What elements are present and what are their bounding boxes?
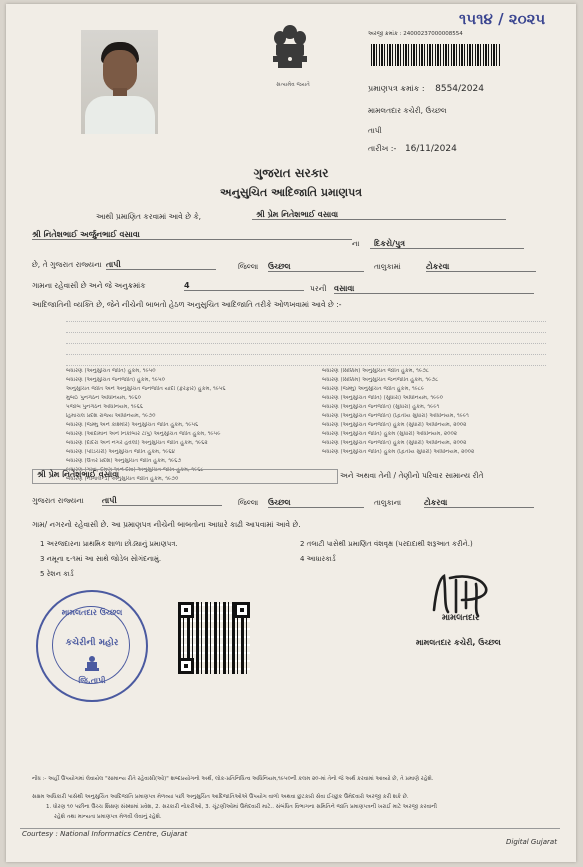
national-emblem-icon bbox=[268, 22, 312, 84]
seal-top-text: મામલતદાર ઉચ્છલ bbox=[61, 608, 123, 617]
order-left-item: બંધારણ (ગોવા, દમણ અને દીવ) અનુસુચિત જાતિ હુકમ, ૧૯૬૮ bbox=[66, 467, 204, 473]
certificate-number: 8554/2024 bbox=[435, 84, 484, 94]
office-seal bbox=[36, 590, 148, 702]
government-title: ગુજરાત સરકાર bbox=[253, 166, 329, 180]
signatory-designation: મામલતદાર bbox=[442, 613, 480, 623]
certificate-number-row bbox=[368, 84, 484, 94]
district-label: જિલ્લા bbox=[238, 262, 259, 271]
order-right-item: બંધારણ (અનુસુચિત જનજાતિ) હુકમ (સુધારો) અધિનિયમ, ૨૦૦૨ bbox=[322, 422, 467, 428]
signatory-office: મામલતદાર કચેરી, ઉચ્છલ bbox=[416, 638, 501, 647]
footer-divider bbox=[20, 828, 560, 829]
order-left-item: બંધારણ (અનુસુચિત જનજાતિ) હુકમ, ૧૯૫૦ bbox=[66, 377, 165, 383]
order-left-item: બંધારણ (ઉત્તર પ્રદેશ) અનુસુચિત જાતિ હુકમ, ૧૯૬૭ bbox=[66, 458, 182, 464]
state2-text: ગુજરાત રાજ્યના bbox=[32, 496, 84, 505]
basis-text: ગામ/ નગરનો રહેવાસી છે. આ પ્રમાણપત્ર નીચેની બાબતોના આધારે કાઢી આપવામાં આવે છે. bbox=[32, 520, 301, 529]
certificate-number-label: પ્રમાણપત્ર ક્રમાંક : bbox=[368, 84, 425, 93]
taluka-value: ટોકરવા bbox=[426, 262, 536, 272]
order-left-item: હિમાચલ પ્રદેશ રાજ્ય અધિનિયમ, ૧૯૭૦ bbox=[66, 413, 156, 419]
handwritten-reference: ૧૫૧૪ / ૨૦૨૫ bbox=[459, 10, 546, 28]
qr-code bbox=[178, 602, 250, 674]
document-item-1: 1 અરજદારના પ્રાથમિક શાળા છોડ્યાનું પ્રમાણપત્ર. bbox=[40, 540, 178, 548]
tribe-value: વસાવા bbox=[334, 284, 534, 294]
issue-date: 16/11/2024 bbox=[404, 144, 457, 154]
district-name-field: ઉચ્છલ bbox=[268, 262, 364, 272]
document-item-4: 4 આધારકાર્ડ bbox=[300, 555, 336, 563]
order-right-item: બંધારણ (અનુસુચિત જનજાતિ) હુકમ (સુધારો) અધિનિયમ, ૨૦૦૨ bbox=[322, 440, 467, 446]
document-item-5: 5 રેશન કાર્ડ bbox=[40, 570, 74, 578]
certificate-title: અનુસુચિત આદિજાતિ પ્રમાણપત્ર bbox=[219, 186, 363, 199]
note-1: નોંધ :- અહીં ઉપયોગમાં લેવાયેલ "સામાન્ય રીતે રહેવાસી(ઓ)" શબ્દપ્રયોગનો અર્થ, લોક-પ્રતિનિધિત્વ અધિનિયમ,૧૯૫૦ની કલમ ૨૦-માં તેનો જે અર્થ કરવામાં આવ્યો છે, તે પ્રમાણે રહેશે. bbox=[32, 776, 434, 782]
taluka2-label: તાલુકાના bbox=[374, 498, 402, 507]
village-text: ગામના રહેવાસી છે અને જે અનુક્રમાંક bbox=[32, 281, 146, 290]
order-left-item: બંધારણ (દાદરા અને નગર હવેલી) અનુસુચિત જાતિ હુકમ, ૧૯૬૨ bbox=[66, 440, 208, 446]
courtesy-text: Courtesy : National Informatics Centre, Gujarat bbox=[22, 830, 188, 838]
certify-text: આથી પ્રમાણિત કરવામાં આવે છે કે, bbox=[96, 212, 202, 221]
taluka-label: તાલુકામાં bbox=[374, 262, 401, 271]
order-right-item: બંધારણ (અનુસુચિત જાતિ) (સુધારા) અધિનિયમ, ૧૯૯૦ bbox=[322, 395, 443, 401]
tribe-label: પરની bbox=[310, 284, 327, 293]
order-left-item: બંધારણ (આંદામાન અને નિકોબાર ટાપુ) અનુસુચિત જાતિ હુકમ, ૧૯૫૯ bbox=[66, 431, 221, 437]
district-value: તાપી bbox=[106, 260, 216, 270]
applicant-photo bbox=[81, 30, 158, 134]
document-item-3: 3 નમૂના ૬-૧માં આ સાથે જોડેલ સોગંદનામું. bbox=[40, 555, 162, 563]
document-item-2: 2 તલાટી પાસેથી પ્રમાણિત વંશવૃક્ષ (પરદાદાથી શરૂઆત કરીને.) bbox=[300, 540, 473, 548]
order-left-item: બંધારણ (અનુસુચિત જાતિ) હુકમ, ૧૯૫૦ bbox=[66, 368, 156, 374]
tribe-statement: આદિજાતિની વ્યક્તિ છે, જેને નીચેની બાબતો હેઠળ અનુસુચિત આદિજાતિ તરીકે ઓળખવામાં આવે છે :- bbox=[32, 300, 342, 309]
certificate-page bbox=[6, 4, 576, 862]
order-right-item: બંધારણ (અનુસુચિત જનજાતિ) (દ્વિતીય સુધારા) અધિનિયમ, ૧૯૯૧ bbox=[322, 413, 469, 419]
order-right-item: બંધારણ (અનુસુચિત જનજાતિ) (સુધારા) હુકમ, ૧૯૯૧ bbox=[322, 404, 440, 410]
district2-name: ઉચ્છલ bbox=[268, 498, 364, 508]
order-right-item: બંધારણ (અનુસુચિત જાતિ) હુકમ (સુધારો) અધિનિયમ, ૨૦૦૨ bbox=[322, 431, 458, 437]
issue-date-label: તારીખ :- bbox=[368, 144, 397, 153]
note-3: 1. ધોરણ ૧૦ પછીના ઉચ્ચ શિક્ષણ સંસ્થામાં પ્રવેશ, 2. સરકારી નોકરીઓ, 3. ચૂંટણીઓમાં ઉમેદવારી માટે.. સંબંધિત વિભાગના સમિતિને જાતિ પ્રમાણપત્રની ખરાઈ માટે અરજી કરવાની bbox=[46, 804, 437, 810]
order-left-item: મુંબઈ પુનર્ગઠન અધિનિયમ, ૧૯૬૦ bbox=[66, 395, 141, 401]
order-right-item: બંધારણ (સિક્કિમ) અનુસુચિત જાતિ હુકમ, ૧૯૭૮ bbox=[322, 368, 429, 374]
family-name: શ્રી પ્રેમ નિતેશભાઈ વસાવા bbox=[32, 469, 338, 484]
seal-bottom-text: જિ.તાપી bbox=[78, 676, 106, 685]
order-left-item: પંજાબ પુનર્ગઠન અધિનિયમ, ૧૯૬૬ bbox=[66, 404, 143, 410]
relation: દિકરો/પુત્ર bbox=[370, 239, 524, 249]
issue-date-row bbox=[368, 144, 457, 154]
relation-prefix: ના bbox=[352, 239, 360, 248]
application-number: અરજી ક્રમાંક : 24000237000008554 bbox=[368, 31, 463, 37]
state-text: છે, તે ગુજરાત રાજ્યના bbox=[32, 260, 102, 269]
order-left-item: અનુસુચિત જાતિ અને અનુસુચિત જનજાતિ યાદી (ફેરફાર) હુકમ, ૧૯૫૬ bbox=[66, 386, 226, 392]
seal-emblem-icon bbox=[82, 654, 102, 674]
order-right-item: બંધારણ (સિક્કિમ) અનુસુચિત જનજાતિ હુકમ, ૧૯૭૮ bbox=[322, 377, 439, 383]
barcode bbox=[371, 44, 501, 66]
order-left-item: બંધારણ (જમ્મુ અને કાશ્મીર) અનુસુચિત જાતિ હુકમ, ૧૯૫૬ bbox=[66, 422, 199, 428]
order-left-item: બંધારણ (નાગાલેન્ડ) અનુસુચિત જાતિ હુકમ, ૧૯૭૦ bbox=[66, 476, 179, 482]
district2-value: તાપી bbox=[102, 496, 222, 506]
district-name: તાપી bbox=[368, 126, 382, 135]
family-text: અને અથવા તેની / તેણીનો પરિવાર સામાન્ય રીતે bbox=[340, 471, 484, 480]
digital-gujarat-brand: Digital Gujarat bbox=[506, 838, 557, 846]
order-left-item: બંધારણ (પોંડિચેરી) અનુસુચિત જાતિ હુકમ, ૧૯૬૪ bbox=[66, 449, 175, 455]
father-name: શ્રી નિતેશભાઈ અર્જુનભાઈ વસાવા bbox=[32, 230, 352, 240]
orders-column-right bbox=[322, 368, 552, 458]
orders-column-left bbox=[66, 368, 306, 485]
district2-label: જિલ્લા bbox=[238, 498, 259, 507]
note-2: સક્ષમ અધિકારી પાસેથી અનુસુચિત આદિજાતિ પ્રમાણપત્ર મેળવ્યા પછી અનુસુચિત આદિજાતિઓએ ઉપયોગ વાળો અથવા છુટકારો સેવા ઈચ્છુક ઉમેદવારો અરજી કરી શકે છે. bbox=[32, 794, 409, 800]
office-name: મામલતદાર કચેરી, ઉચ્છલ bbox=[368, 106, 447, 115]
order-right-item: બંધારણ (અનુસુચિત જાતિ) હુકમ (દ્વિતીય સુધારો) અધિનિયમ, ૨૦૦૨ bbox=[322, 449, 475, 455]
taluka2-value: ટોકરવા bbox=[424, 498, 534, 508]
applicant-name: શ્રી પ્રેમ નિતેશભાઈ વસાવા bbox=[252, 210, 506, 220]
emblem-caption: સત્યમેવ જયતે bbox=[276, 82, 310, 88]
seal-middle-text: કચેરીની મહોર bbox=[65, 638, 119, 648]
note-4: રહેશે તથા માન્યતા પ્રમાણપત્ર મેળવી લેવાનું રહેશે. bbox=[54, 814, 162, 820]
orders-preamble bbox=[66, 314, 546, 366]
order-right-item: બંધારણ (જમ્મુ) અનુસુચિત જાતિ હુકમ, ૧૯૮૯ bbox=[322, 386, 425, 392]
serial-number: 4 bbox=[184, 281, 304, 291]
